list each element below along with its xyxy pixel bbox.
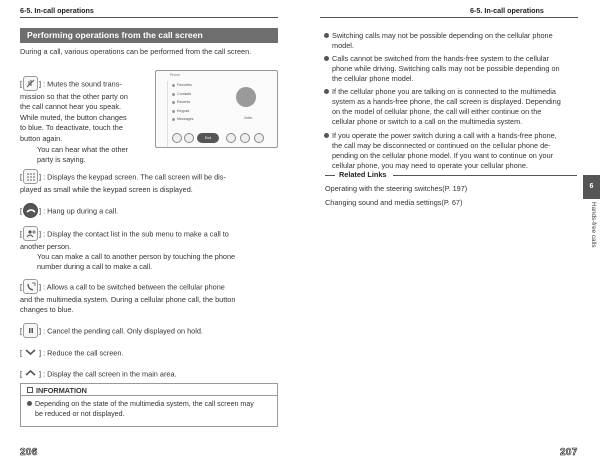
related-link-steering[interactable]: Operating with the steering switches(P. 197) (325, 184, 468, 193)
bullet-dot (27, 401, 32, 406)
mute-note (37, 145, 157, 166)
screen-switch-icon (240, 133, 250, 143)
switch-line: : Allows a call to be switched between the cellular phone (43, 282, 225, 292)
hang-up-icon (23, 203, 38, 218)
chapter-tab-label: Hands-free calls (590, 202, 597, 248)
caller-avatar-icon (236, 87, 256, 107)
display-main-description: [ ] : Display the call screen in the main area. (20, 367, 282, 382)
bullet-item (332, 131, 582, 171)
mute-line: the call cannot hear you speak. (20, 102, 122, 112)
left-header: 6-5. In-call operations (20, 6, 94, 15)
screen-mute-icon (172, 133, 182, 143)
bullet-line: cellular phone or switch to a call on the multimedia system. (332, 117, 523, 126)
right-header-rule (320, 17, 578, 18)
information-body (21, 396, 277, 419)
bullet-dot (324, 56, 329, 61)
call-screen-illustration (155, 70, 278, 148)
phone-switch-icon (23, 279, 38, 294)
mute-note-line: party is saying. (37, 155, 86, 165)
bullet-line: model. (332, 41, 354, 50)
mute-line: mission so that the other party on (20, 92, 128, 101)
reduce-description: [ ] : Reduce the call screen. (20, 346, 282, 361)
screen-menu-item: Favorites (170, 83, 215, 92)
pause-icon (23, 323, 38, 338)
chevron-down-icon (23, 345, 38, 360)
chevron-up-icon (23, 366, 38, 381)
related-links-rule (393, 175, 577, 176)
mute-line: : Mutes the sound trans- (43, 79, 122, 89)
related-links-title: Related Links (339, 170, 387, 179)
reduce-line: : Reduce the call screen. (43, 348, 124, 358)
caller-name: John (243, 115, 253, 120)
bullet-line: If the cellular phone you are talking on is connected to the multimedia (332, 87, 556, 96)
screen-menu-item: Keypad (170, 109, 215, 118)
screen-hold-icon (254, 133, 264, 143)
contacts-line: : Display the contact list in the sub menu to make a call to (43, 229, 229, 239)
screen-end-button: End (197, 133, 219, 143)
display-main-line: : Display the call screen in the main area. (43, 369, 177, 379)
contacts-line: another person. (20, 242, 72, 251)
contacts-icon (23, 226, 38, 241)
bullet-dot (324, 33, 329, 38)
mute-line: to blue. To deactivate, touch the (20, 123, 123, 133)
mute-description: [ ] : Mutes the sound trans- mission so that the other party on the call cannot hear you speak. While muted, the button changes to blue. To deactivate, touch the button again. (20, 77, 155, 144)
related-links-heading (325, 170, 577, 180)
cancel-hold-line: : Cancel the pending call. Only displayed on hold. (43, 326, 203, 336)
related-link-sound-media[interactable]: Changing sound and media settings(P. 67) (325, 198, 463, 207)
switch-line: changes to blue. (20, 305, 74, 315)
intro-text: During a call, various operations can be performed from the call screen. (20, 47, 252, 56)
information-line: be reduced or not displayed. (35, 410, 125, 418)
left-page-number: 206 (20, 447, 38, 458)
bullet-line: the cellular phone model. (332, 74, 414, 83)
bullet-line: the call may be disconnected or continued on the cellular phone de- (332, 141, 551, 150)
switch-description: [ ] : Allows a call to be switched between the cellular phone and the multimedia system. During a cellular phone call, the button changes to blue. (20, 280, 282, 316)
chapter-tab: 6 (583, 175, 600, 199)
keypad-description: [ ] : Displays the keypad screen. The call screen will be dis- played as small while the keypad screen is displayed. (20, 170, 282, 195)
section-title: Performing operations from the call screen (20, 28, 278, 43)
left-header-rule (20, 17, 278, 18)
mute-line: button again. (20, 133, 63, 143)
keypad-icon (23, 169, 38, 184)
info-icon (27, 387, 33, 393)
contacts-note-line: You can make a call to another person by touching the phone (37, 252, 236, 261)
right-page-number: 207 (560, 447, 578, 458)
screen-keypad-icon (184, 133, 194, 143)
cancel-hold-description: [ ] : Cancel the pending call. Only displayed on hold. (20, 324, 282, 339)
screen-menu-item: Recents (170, 100, 215, 109)
bullet-line: cellular phone, you may need to operate your cellular phone. (332, 161, 528, 170)
information-box (20, 383, 278, 427)
information-heading (21, 384, 277, 396)
bullet-dot (324, 133, 329, 138)
bullet-line: Switching calls may not be possible depending on the cellular phone (332, 31, 553, 40)
screen-sidebar (156, 81, 168, 147)
contacts-description: [ ] : Display the contact list in the sub menu to make a call to another person. (20, 227, 282, 252)
bullet-dot (324, 89, 329, 94)
mute-line: While muted, the button changes (20, 112, 127, 122)
bullet-item (332, 87, 582, 127)
bullet-item (332, 31, 582, 51)
bullet-line: on the model of cellular phone, the call will either continue on the (332, 107, 542, 116)
hangup-description: [ ] : Hang up during a call. (20, 204, 282, 219)
screen-contacts-icon (226, 133, 236, 143)
bullet-line: system as a hands-free phone, the call screen is displayed. Depending (332, 97, 561, 106)
bullet-line: pending on the cellular phone model. If you want to continue on your (332, 151, 554, 160)
bullet-line: Calls cannot be switched from the hands-free system to the cellular (332, 54, 549, 63)
contacts-note-line: number during a call to make a call. (37, 262, 153, 272)
bullet-line: If you operate the power switch during a call with a hands-free phone, (332, 131, 557, 140)
screen-menu-item: Contacts (170, 92, 215, 101)
keypad-line: : Displays the keypad screen. The call screen will be dis- (43, 172, 226, 182)
screen-menu-item: Messages (170, 117, 215, 126)
contacts-note (37, 252, 282, 273)
bullet-line: phone while driving. Switching calls may not be possible depending on (332, 64, 560, 73)
mute-icon (23, 76, 38, 91)
screen-button-bar (170, 133, 274, 144)
information-title: INFORMATION (36, 386, 87, 395)
hangup-line: : Hang up during a call. (43, 206, 119, 216)
mute-note-line: You can hear what the other (37, 145, 129, 154)
information-line: Depending on the state of the multimedia system, the call screen may (35, 400, 254, 408)
screen-top-label: Phone (170, 73, 181, 77)
switch-line: and the multimedia system. During a cellular phone call, the button (20, 295, 236, 304)
keypad-line: played as small while the keypad screen is displayed. (20, 185, 193, 194)
right-header: 6-5. In-call operations (470, 6, 544, 15)
screen-menu-list (170, 83, 215, 126)
related-links-rule (325, 175, 335, 176)
bullet-item (332, 54, 582, 84)
